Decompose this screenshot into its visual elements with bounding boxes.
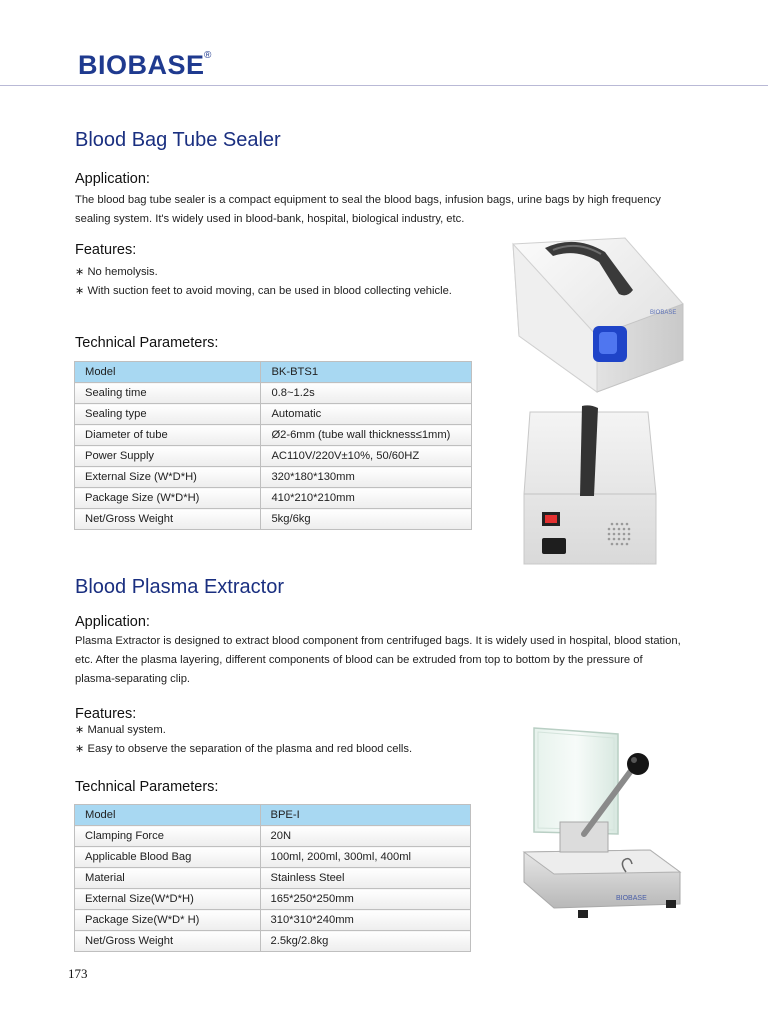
param-value: 100ml, 200ml, 300ml, 400ml	[260, 847, 471, 868]
param-value: 165*250*250mm	[260, 889, 471, 910]
table-row	[75, 826, 471, 847]
param-value: Automatic	[261, 404, 472, 425]
table-row	[75, 910, 471, 931]
param-name: External Size (W*D*H)	[75, 467, 261, 488]
param-name: Package Size(W*D* H)	[75, 910, 261, 931]
param-value: Stainless Steel	[260, 868, 471, 889]
param-name: Sealing time	[75, 383, 261, 404]
table-row	[75, 362, 472, 383]
tube-sealer-photo-angled	[505, 232, 690, 397]
table-row	[75, 467, 472, 488]
section1-params-table	[74, 361, 472, 530]
table-row	[75, 847, 471, 868]
param-name: Net/Gross Weight	[75, 931, 261, 952]
table-row	[75, 931, 471, 952]
section2-params-heading: Technical Parameters:	[75, 779, 219, 795]
header-divider	[0, 85, 768, 86]
table-row	[75, 446, 472, 467]
section1-application-line: The blood bag tube sealer is a compact equipment to seal the blood bags, infusion bags, urine bags by high frequency	[75, 194, 661, 206]
table-row	[75, 868, 471, 889]
param-name: Model	[75, 805, 261, 826]
param-value: 410*210*210mm	[261, 488, 472, 509]
param-name: Clamping Force	[75, 826, 261, 847]
section1-features-heading: Features:	[75, 242, 137, 258]
table-row	[75, 488, 472, 509]
section2-application-line: Plasma Extractor is designed to extract blood component from centrifuged bags. It is widely used in hospital, blood station,	[75, 635, 681, 647]
table-row	[75, 404, 472, 425]
section2-features-list	[75, 721, 505, 759]
feature-item: ∗ No hemolysis.	[75, 266, 158, 278]
param-value: 5kg/6kg	[261, 509, 472, 530]
param-value: 2.5kg/2.8kg	[260, 931, 471, 952]
tube-sealer-photo-back	[520, 404, 660, 572]
section1-application-heading: Application:	[75, 171, 150, 187]
registered-mark: ®	[204, 50, 212, 61]
feature-item: ∗ Easy to observe the separation of the plasma and red blood cells.	[75, 743, 413, 755]
param-name: Material	[75, 868, 261, 889]
table-row	[75, 425, 472, 446]
power-switch-icon	[545, 515, 557, 523]
section1-title: Blood Bag Tube Sealer	[75, 129, 281, 151]
param-value: 310*310*240mm	[260, 910, 471, 931]
param-name: Sealing type	[75, 404, 261, 425]
table-row	[75, 805, 471, 826]
brand-logo: BIOBASE	[78, 50, 205, 80]
param-value: BK-BTS1	[261, 362, 472, 383]
section2-application-line: plasma-separating clip.	[75, 673, 191, 685]
device-brand-label: BIOBASE	[650, 310, 677, 316]
section1-application-line: sealing system. It's widely used in blood-bank, hospital, biological industry, etc.	[75, 213, 465, 225]
param-value: Ø2-6mm (tube wall thickness≤1mm)	[261, 425, 472, 446]
power-socket-icon	[542, 538, 566, 554]
table-row	[75, 509, 472, 530]
section2-application-heading: Application:	[75, 614, 150, 630]
section1-features-list	[75, 263, 505, 301]
lever-knob-icon	[627, 753, 649, 775]
feature-item: ∗ Manual system.	[75, 724, 166, 736]
table-row	[75, 889, 471, 910]
param-name: External Size(W*D*H)	[75, 889, 261, 910]
param-name: Power Supply	[75, 446, 261, 467]
param-value: 0.8~1.2s	[261, 383, 472, 404]
param-value: 320*180*130mm	[261, 467, 472, 488]
param-name: Diameter of tube	[75, 425, 261, 446]
feature-item: ∗ With suction feet to avoid moving, can be used in blood collecting vehicle.	[75, 285, 452, 297]
section2-params-table	[74, 804, 471, 952]
param-value: AC110V/220V±10%, 50/60HZ	[261, 446, 472, 467]
section2-features-heading: Features:	[75, 706, 137, 722]
param-value: BPE-I	[260, 805, 471, 826]
param-value: 20N	[260, 826, 471, 847]
table-row	[75, 383, 472, 404]
section2-application-text	[75, 632, 735, 689]
param-name: Applicable Blood Bag	[75, 847, 261, 868]
section1-params-heading: Technical Parameters:	[75, 335, 219, 351]
section2-title: Blood Plasma Extractor	[75, 576, 284, 598]
param-name: Package Size (W*D*H)	[75, 488, 261, 509]
section2-application-line: etc. After the plasma layering, different components of blood can be extruded from top to bottom by the pressure of	[75, 654, 643, 666]
param-name: Model	[75, 362, 261, 383]
page-number: 173	[68, 966, 88, 981]
device-brand-label: BIOBASE	[616, 895, 647, 902]
section1-application-text	[75, 191, 715, 229]
param-name: Net/Gross Weight	[75, 509, 261, 530]
plasma-extractor-photo	[520, 722, 690, 927]
